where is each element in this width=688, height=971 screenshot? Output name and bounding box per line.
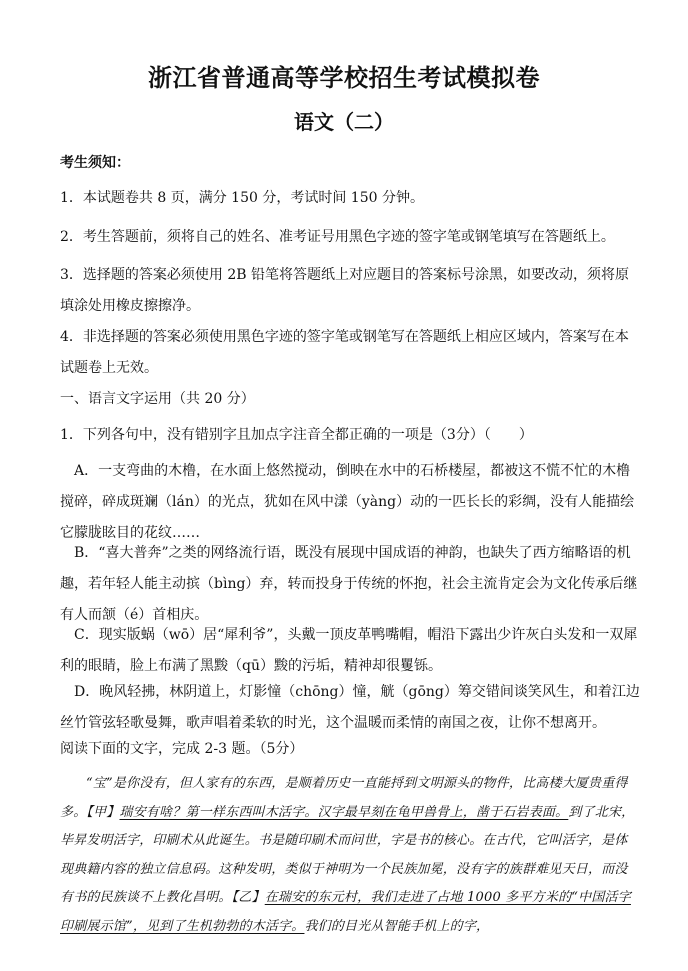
notice-item-2: 2．考生答题前，须将自己的姓名、准考证号用黑色字迹的签字笔或钢笔填写在答题纸上。 bbox=[60, 229, 615, 245]
question-1-option-d: D．晚风轻拂，林阴道上，灯影憧（chōng）憧，觥（gōng）筹交错间谈笑风生，和着江边丝竹管弦轻歌曼舞，歌声唱着柔软的时光，这个温暖而柔情的南国之夜，让你不想离开。 bbox=[60, 684, 640, 731]
question-1-option-b: B．“喜大普奔”之类的网络流行语，既没有展现中国成语的神韵，也缺失了西方缩略语的机趣，若年轻人能主动摈（bìng）弃，转而投身于传统的怀抱，社会主流肯定会为文化传承后继有人而颔（é）首相庆。 bbox=[60, 545, 638, 623]
question-1-option-c: C．现实版蜗（wō）居“犀利爷”，头戴一顶皮革鸭嘴帽，帽沿下露出少许灰白头发和一双犀利的眼睛，脸上布满了黑黢（qū）黢的污垢，精神却很矍铄。 bbox=[60, 627, 638, 674]
notice-heading: 考生须知： bbox=[60, 155, 130, 171]
passage-marker-yi: 【乙】 bbox=[231, 890, 265, 905]
passage-text-1: “宝”是你没有，但人家有的东西，是顺着历史一直能捋到文明源头的物件，比高楼大厦贵重得多。 bbox=[60, 776, 628, 820]
section-heading: 一、语言文字运用（共 20 分） bbox=[60, 391, 255, 407]
notice-item-3: 3．选择题的答案必须使用 2B 铅笔将答题纸上对应题目的答案标号涂黑，如要改动，须将原填涂处用橡皮擦擦净。 bbox=[60, 267, 630, 314]
passage-underline-yi: 在瑞安的东元村，我们走进了占地 1000 多平方米的“中国活字印刷展示馆”，见到了生机勃勃的木活字。 bbox=[60, 890, 631, 934]
question-1-option-a: A．一支弯曲的木橹，在水面上悠然搅动，倒映在水中的石桥楼屋，都被这不慌不忙的木橹搅碎，碎成斑斓（lán）的光点，犹如在风中漾（yàng）动的一匹长长的彩绸，没有人能描绘它朦胧眩目的花纹…… bbox=[60, 463, 635, 541]
reading-passage bbox=[60, 770, 635, 941]
exam-subtitle: 语文（二） bbox=[294, 110, 394, 134]
passage-text-3: 我们的目光从智能手机上的字， bbox=[304, 918, 490, 934]
passage-underline-jia: 瑞安有啥？第一样东西叫木活字。汉字最早刻在龟甲兽骨上，凿于石岩表面。 bbox=[119, 804, 569, 820]
exam-title: 浙江省普通高等学校招生考试模拟卷 bbox=[148, 63, 540, 92]
passage-marker-jia: 【甲】 bbox=[86, 804, 120, 820]
notice-item-4: 4．非选择题的答案必须使用黑色字迹的签字笔或钢笔写在答题纸上相应区域内，答案写在本试题卷上无效。 bbox=[60, 329, 629, 376]
question-1-stem: 1．下列各句中，没有错别字且加点字注音全都正确的一项是（3分）（ ） bbox=[60, 427, 533, 443]
passage-text-2: 到了北宋，毕昇发明活字，印刷术从此诞生。书是随印刷术而问世，字是书的核心。在古代，它叫活字，是体现典籍内容的独立信息码。这种发明，类似于神明为一个民族加冕，没有字的族群难见天日，而没有书的民族谈不上教化昌明。 bbox=[60, 804, 635, 905]
notice-item-1: 1．本试题卷共 8 页，满分 150 分，考试时间 150 分钟。 bbox=[60, 190, 424, 206]
reading-intro: 阅读下面的文字，完成 2-3 题。（5分） bbox=[60, 741, 304, 757]
